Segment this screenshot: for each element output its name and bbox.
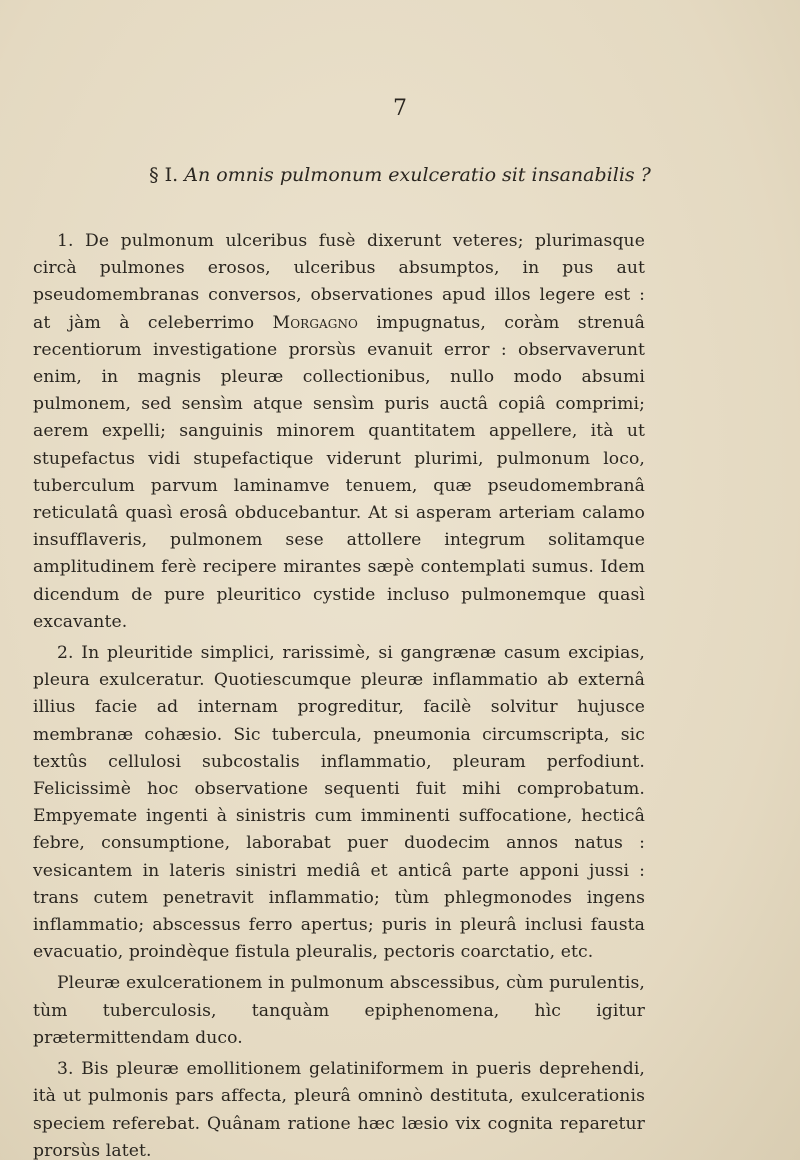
- paragraph-text: impugnatus, coràm strenuâ recentiorum investigatione prorsùs evanuit error : observaverunt enim, in magnis pleuræ collectionibus, nullo modo absumi pulmonem, sed sensìm atque sensìm puris auctâ copiâ comprimi; aerem expelli; sanguinis minorem quantitatem appellere, ità ut stupefactus vidi stupefactique viderunt plurimi, pulmonum loco, tuberculum parvum laminamve tenuem, quæ pseudomembranâ reticulatâ quasì erosâ obducebantur. At si asperam arteriam calamo insufflaveris, pulmonem sese attollere integrum solitamque amplitudinem ferè recipere mirantes sæpè contemplati sumus. Idem dicendum de pure pleuritico cystide incluso pulmonemque quasì excavante.: [33, 312, 645, 632]
- paragraph-number: 1.: [57, 231, 74, 251]
- paragraph-text: Bis pleuræ emollitionem gelatiniformem in pueris deprehendi, ità ut pulmonis pars affecta, pleurâ omninò destituta, exulcerationis speciem referebat. Quânam ratione hæc læsio vix cognita reparetur prorsùs latet.: [33, 1059, 645, 1160]
- section-title: An omnis pulmonum exulceratio sit insanabilis ?: [184, 164, 651, 186]
- paragraph-unnumbered: [33, 970, 645, 1052]
- paragraph-1: [33, 228, 645, 636]
- section-heading: [0, 164, 800, 186]
- paragraph-text: In pleuritide simplici, rarissimè, si gangrænæ casum excipias, pleura exulceratur. Quotiescumque pleuræ inflammatio ab externâ illius facie ad internam progreditur, facilè solvitur hujusce membranæ cohæsio. Sic tubercula, pneumonia circumscripta, sic textûs cellulosi subcostalis inflammatio, pleuram perfodiunt. Felicissimè hoc observatione sequenti fuit mihi comprobatum. Empyemate ingenti à sinistris cum imminenti suffocatione, hecticâ febre, consumptione, laborabat puer duodecim annos natus : vesicantem in lateris sinistri mediâ et anticâ parte apponi jussi : trans cutem penetravit inflammatio; tùm phlegmonodes ingens inflammatio; abscessus ferro apertus; puris in pleurâ inclusi fausta evacuatio, proindèque fistula pleuralis, pectoris coarctatio, etc.: [33, 643, 645, 963]
- page-number: 7: [393, 96, 407, 121]
- paragraph-text: Pleuræ exulcerationem in pulmonum abscessibus, cùm purulentis, tùm tuberculosis, tanquàm epiphenomena, hìc igitur prætermittendam duco.: [33, 973, 645, 1048]
- paragraph-number: 2.: [57, 643, 74, 664]
- section-mark: § I.: [149, 164, 179, 186]
- text-body: [33, 228, 645, 1160]
- paragraph-number: 3.: [57, 1059, 74, 1080]
- paragraph-text: De pulmonum ulceribus fusè dixerunt veteres; plurimasque circà pulmones erosos, ulceribus absumptos, in pus aut pseudomembranas conversos, observationes apud illos legere est : at jàm à celeberrimo: [33, 231, 645, 333]
- paragraph-2: [33, 640, 645, 966]
- paragraph-3: [33, 1056, 645, 1160]
- author-name: Morgagno: [272, 312, 358, 333]
